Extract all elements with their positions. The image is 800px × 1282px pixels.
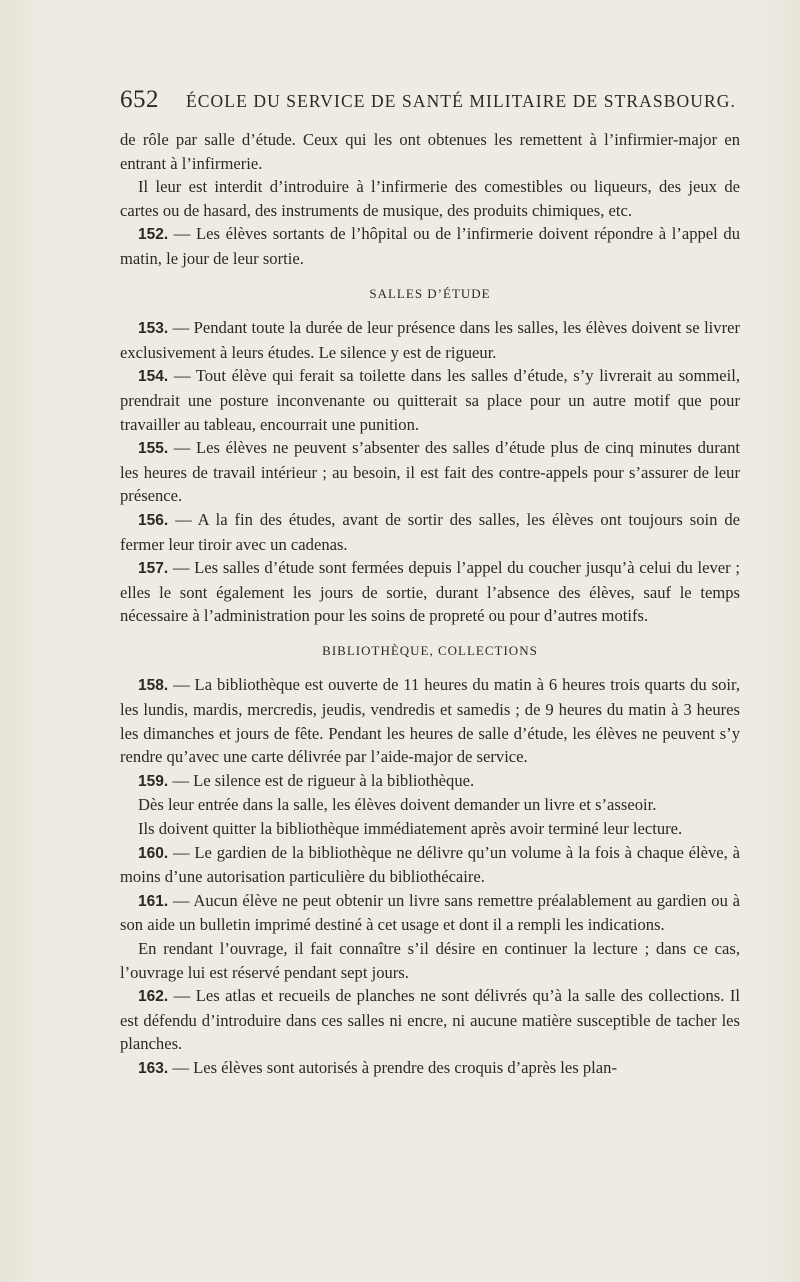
paragraph-text: En rendant l’ouvrage, il fait connaître s’il désire en continuer la lecture ; dans ce cas, l’ouvrage lui est réservé pendant sept jours. [120,939,740,982]
paragraph-text: — Tout élève qui ferait sa toilette dans les salles d’étude, s’y livrerait au sommeil, prendrait une posture inconvenante ou quitterait sa place pour un autre motif que pour travailler au tableau, encourrait une punition. [120,366,740,434]
article-number: 154. [138,368,169,386]
article-paragraph [120,364,740,436]
paragraph-text: — A la fin des études, avant de sortir des salles, les élèves ont toujours soin de fermer leur tiroir avec un cadenas. [120,509,740,554]
article-number: 155. [138,440,169,458]
paragraph-text: — La bibliothèque est ouverte de 11 heures du matin à 6 heures trois quarts du soir, les lundis, mardis, mercredis, jeudis, vendredis et samedis ; de 9 heures du matin à 3 heures les dimanches et jours de fête. Pendant les heures de salle d’étude, les élèves ne peuvent s’y rendre qu’avec une carte délivrée par l’aide-major de service. [120,675,740,767]
article-number: 152. [138,226,169,244]
article-number: 159. [138,772,169,790]
paragraph-text: — Les élèves ne peuvent s’absenter des salles d’étude plus de cinq minutes durant les heures de travail intérieur ; au besoin, il est fait des contre-appels pour s’assurer de leur présence. [120,438,740,506]
body-text [120,128,740,1081]
article-paragraph [120,673,740,768]
paragraph-text: Il leur est interdit d’introduire à l’infirmerie des comestibles ou liqueurs, des jeux de cartes ou de hasard, des instruments de musique, des produits chimiques, etc. [120,177,740,220]
article-paragraph [120,889,740,937]
article-number: 157. [138,560,169,578]
header-title: ÉCOLE DU SERVICE DE SANTÉ MILITAIRE DE STRASBOURG. [186,91,736,111]
paragraph-text: — Les atlas et recueils de planches ne sont délivrés qu’à la salle des collections. Il est défendu d’introduire dans ces salles ni encre, ni aucune matière susceptible de tacher les planches. [120,986,740,1054]
paragraph-text: — Le silence est de rigueur à la bibliothèque. [168,770,475,790]
paragraph-text: — Aucun élève ne peut obtenir un livre sans remettre préalablement au gardien ou à son aide un bulletin imprimé destiné à cet usage et dont il a rempli les indications. [120,890,740,935]
paragraph-text: — Les élèves sortants de l’hôpital ou de l’infirmerie doivent répondre à l’appel du matin, le jour de leur sortie. [120,224,740,268]
paragraph-text: — Le gardien de la bibliothèque ne délivre qu’un volume à la fois à chaque élève, à moins d’une autorisation particulière du bibliothécaire. [120,842,740,887]
paragraph [120,817,740,841]
paragraph-text: — Pendant toute la durée de leur présence dans les salles, les élèves doivent se livrer exclusivement à leurs études. Le silence y est de rigueur. [120,318,740,362]
paragraph [120,175,740,222]
article-number: 162. [138,988,169,1006]
paragraph [120,937,740,984]
section-heading: SALLES D’ÉTUDE [369,285,491,301]
running-head [120,86,740,122]
article-paragraph [120,1056,740,1081]
paragraph-text: Ils doivent quitter la bibliothèque immédiatement après avoir terminé leur lecture. [138,819,683,839]
article-paragraph [120,841,740,889]
paragraph-text: — Les élèves sont autorisés à prendre des croquis d’après les plan- [168,1057,617,1077]
article-paragraph [120,556,740,628]
article-number: 160. [138,844,169,862]
article-paragraph [120,316,740,364]
paragraph-text: de rôle par salle d’étude. Ceux qui les ont obtenues les remettent à l’infirmier-major en entrant à l’infirmerie. [120,130,740,173]
paragraph-text: — Les salles d’étude sont fermées depuis l’appel du coucher jusqu’à celui du lever ; elles le sont également les jours de sortie, durant l’absence des élèves, sauf le temps nécessaire à l’administration pour les soins de propreté ou pour d’autres motifs. [120,558,740,626]
article-paragraph [120,222,740,270]
article-paragraph [120,436,740,508]
paragraph [120,128,740,175]
article-paragraph [120,984,740,1056]
article-number: 161. [138,892,169,910]
article-number: 163. [138,1059,169,1077]
article-paragraph [120,508,740,556]
section-heading: BIBLIOTHÈQUE, COLLECTIONS [322,642,538,658]
article-number: 156. [138,511,169,529]
article-paragraph [120,769,740,794]
paragraph [120,793,740,817]
paragraph-text: Dès leur entrée dans la salle, les élèves doivent demander un livre et s’asseoir. [138,795,657,815]
page-number: 652 [120,86,159,113]
article-number: 153. [138,320,169,338]
article-number: 158. [138,677,169,695]
